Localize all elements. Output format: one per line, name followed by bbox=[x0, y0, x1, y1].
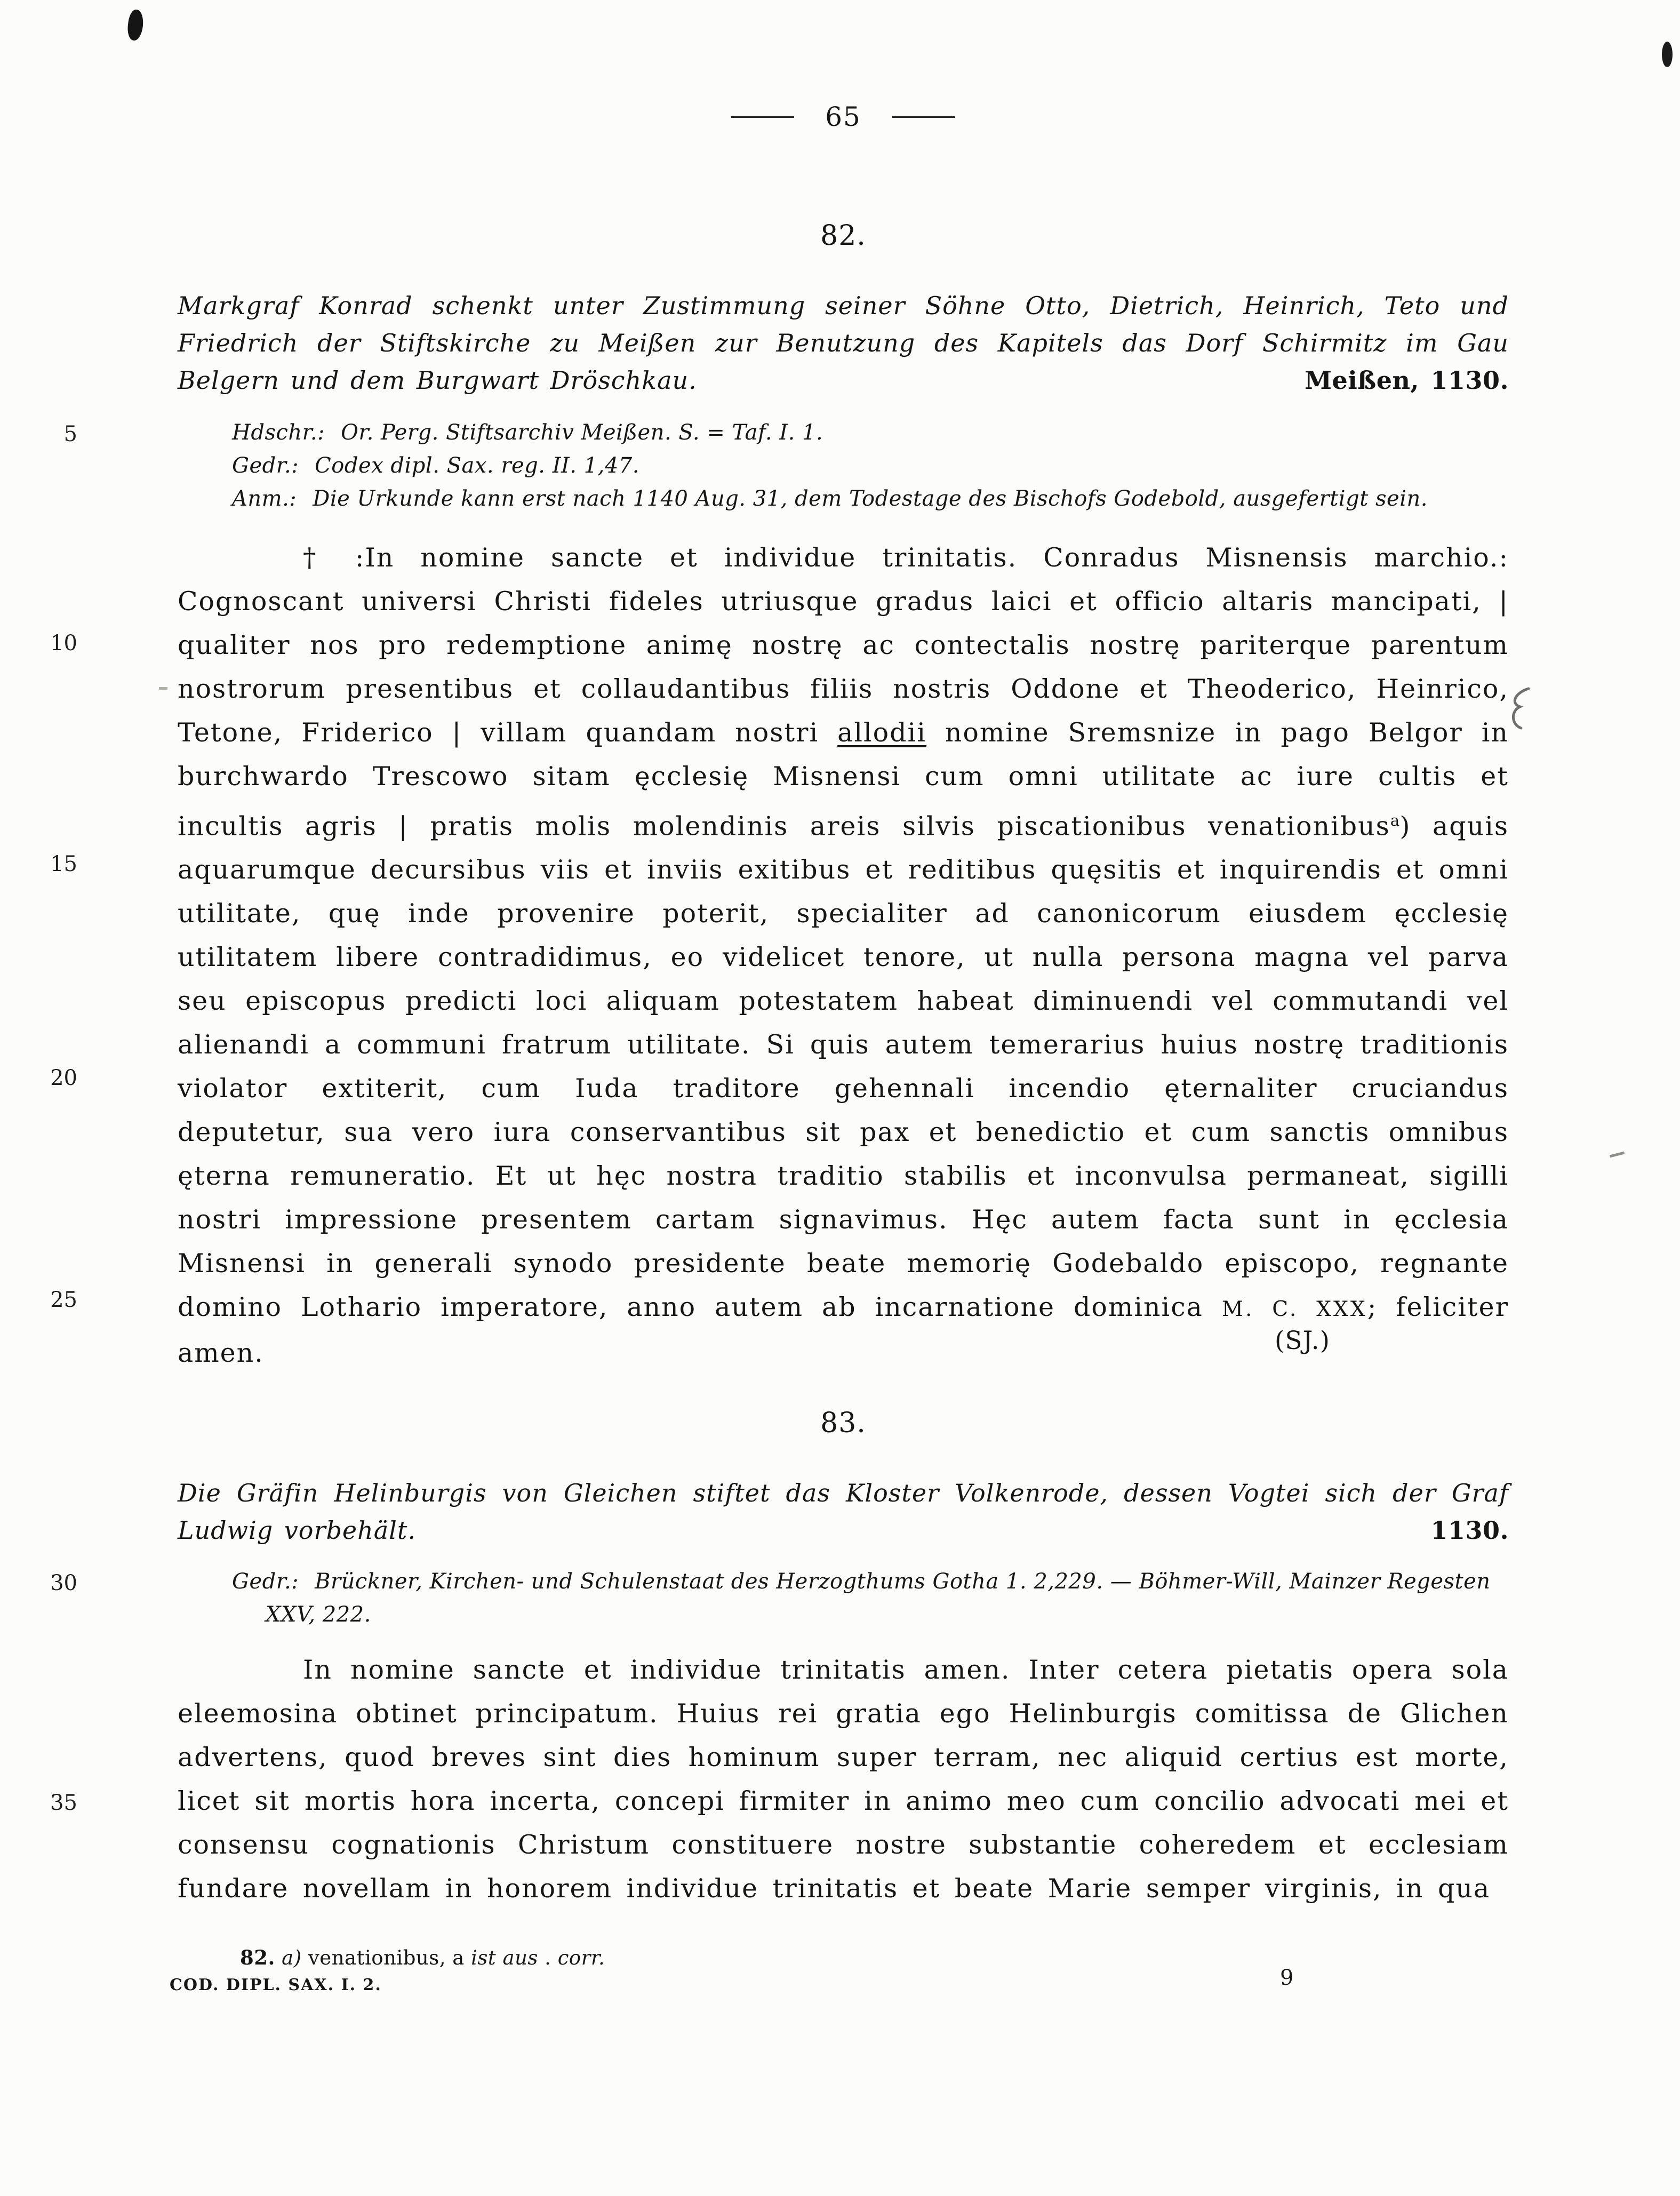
entry-83-summary bbox=[178, 1474, 1509, 1549]
apparatus-line bbox=[178, 1565, 1509, 1631]
footnote-82a bbox=[240, 1946, 605, 1969]
text-segment: allodii bbox=[837, 717, 926, 748]
margin-line-number: 25 bbox=[50, 1288, 77, 1312]
entry-83-body bbox=[178, 1648, 1509, 1911]
page-header bbox=[178, 101, 1509, 132]
entry-82-dateline: Meißen, 1130. bbox=[1305, 366, 1509, 395]
entry-82-apparatus bbox=[178, 416, 1509, 515]
entry-82-number: 82. bbox=[820, 220, 866, 252]
entry-82-body bbox=[178, 536, 1509, 1375]
apparatus-text: Die Urkunde kann erst nach 1140 Aug. 31, dem Todestage des Bischofs Godebold, ausgefertigt sein. bbox=[313, 486, 1428, 511]
scan-artifact-top-left bbox=[126, 9, 145, 42]
text-segment: a) bbox=[282, 1946, 302, 1969]
text-segment: a bbox=[1390, 811, 1400, 829]
text-segment: ist aus bbox=[471, 1946, 538, 1969]
apparatus-text: Or. Perg. Stiftsarchiv Meißen. S. = Taf. I. 1. bbox=[341, 420, 823, 445]
text-segment: † :In nomine sancte et individue trinitatis. Conradus Misnensis marchio.: Cognoscant universi Christi fideles utriusque gradus laici et officio altaris mancipati, | qualiter nos pro redemptione animę nostrę ac contectalis nostrę pariterque parentum nostrorum presentibus et collaudantibus filiis nostris Oddone et Theoderico, Heinrico, Tetone, Friderico | villam quandam nostri bbox=[178, 542, 1509, 748]
margin-line-number: 10 bbox=[50, 631, 77, 656]
margin-line-number: 5 bbox=[63, 422, 77, 446]
apparatus-label: Gedr.: bbox=[232, 1569, 299, 1594]
scan-artifact-left-speck bbox=[159, 687, 167, 690]
apparatus-line bbox=[178, 416, 1509, 449]
text-segment: corr. bbox=[557, 1946, 605, 1969]
handwritten-margin-mark bbox=[1505, 685, 1537, 736]
entry-82-seal-note: (SJ.) bbox=[1274, 1326, 1330, 1355]
entry-82-summary bbox=[178, 287, 1509, 399]
series-signature: COD. DIPL. SAX. I. 2. bbox=[170, 1976, 382, 1994]
text-segment: . bbox=[538, 1946, 558, 1969]
apparatus-label: Gedr.: bbox=[232, 453, 299, 478]
text-segment: 82. bbox=[240, 1946, 275, 1969]
entry-83-apparatus bbox=[178, 1565, 1509, 1631]
apparatus-text: Brückner, Kirchen- und Schulenstaat des Herzogthums Gotha 1. 2,229. — Böhmer-Will, Mainzer Regesten XXV, 222. bbox=[266, 1569, 1491, 1627]
apparatus-line bbox=[178, 482, 1509, 515]
text-segment: nomine Sremsnize in pago Belgor in burchwardo Trescowo sitam ęcclesię Misnensi cum omni utilitate ac iure cultis et incultis agris | pratis molis molendinis areis silvis piscationibus venationibus bbox=[178, 717, 1509, 842]
apparatus-label: Anm.: bbox=[232, 486, 297, 511]
entry-83-summary-text: Die Gräfin Helinburgis von Gleichen stiftet das Kloster Volkenrode, dessen Vogtei sich der Graf Ludwig vorbehält. bbox=[178, 1479, 1509, 1545]
text-segment: venationibus, a bbox=[301, 1946, 471, 1969]
entry-83-dateline: 1130. bbox=[1430, 1516, 1509, 1545]
apparatus-line bbox=[178, 449, 1509, 482]
header-rule-left-icon bbox=[731, 116, 794, 118]
text-segment bbox=[275, 1946, 282, 1969]
text-segment: ) aquis aquarumque decursibus viis et inviis exitibus et reditibus quęsitis et inquirendis et omni utilitate, quę inde provenire poterit, specialiter ad canonicorum eiusdem ęcclesię utilitatem libere contradidimus, eo videlicet tenore, ut nulla persona magna vel parva seu episcopus predicti loci aliquam potestatem habeat diminuendi vel commutandi vel alienandi a communi fratrum utilitate. Si quis autem temerarius huius nostrę traditionis violator extiterit, cum Iuda traditore gehennali incendio ęternaliter cruciandus deputetur, sua vero iura conservantibus sit pax et benedictio et cum sanctis omnibus ęterna remuneratio. Et ut hęc nostra traditio stabilis et inconvulsa permaneat, sigilli nostri impressione presentem cartam signavimus. Hęc autem facta sunt in ęcclesia Misnensi in generali synodo presidente beate memorię Godebaldo episcopo, regnante domino Lothario imperatore, anno autem ab incarnatione dominica bbox=[178, 811, 1509, 1323]
page-number: 65 bbox=[825, 101, 861, 132]
entry-82-summary-text: Markgraf Konrad schenkt unter Zustimmung seiner Söhne Otto, Dietrich, Heinrich, Teto und Friedrich der Stiftskirche zu Meißen zur Benutzung des Kapitels das Dorf Schirmitz im Gau Belgern und dem Burgwart Dröschkau. bbox=[178, 291, 1509, 395]
margin-line-number: 30 bbox=[50, 1571, 77, 1595]
margin-line-number: 20 bbox=[50, 1066, 77, 1090]
printer-sheet-number: 9 bbox=[1280, 1966, 1294, 1990]
text-segment: M. C. XXX bbox=[1221, 1297, 1367, 1322]
entry-83-number: 83. bbox=[820, 1407, 866, 1439]
apparatus-label: Hdschr.: bbox=[232, 420, 325, 445]
margin-line-number: 35 bbox=[50, 1791, 77, 1815]
margin-line-number: 15 bbox=[50, 852, 77, 876]
scan-artifact-top-right bbox=[1662, 42, 1673, 67]
scan-artifact-right-dash bbox=[1610, 1152, 1625, 1158]
header-rule-right-icon bbox=[892, 116, 955, 118]
text-segment: In nomine sancte et individue trinitatis amen. Inter cetera pietatis opera sola eleemosina obtinet principatum. Huius rei gratia ego Helinburgis comitissa de Glichen advertens, quod breves sint dies hominum super terram, nec aliquid certius est morte, licet sit mortis hora incerta, concepi firmiter in animo meo cum concilio advocati mei et consensu cognationis Christum constituere nostre substantie coheredem et ecclesiam fundare novellam in honorem individue trinitatis et beate Marie semper virginis, in qua bbox=[178, 1655, 1509, 1904]
apparatus-text: Codex dipl. Sax. reg. II. 1,47. bbox=[315, 453, 639, 478]
text-segment: ; feliciter amen. bbox=[178, 1292, 1509, 1369]
